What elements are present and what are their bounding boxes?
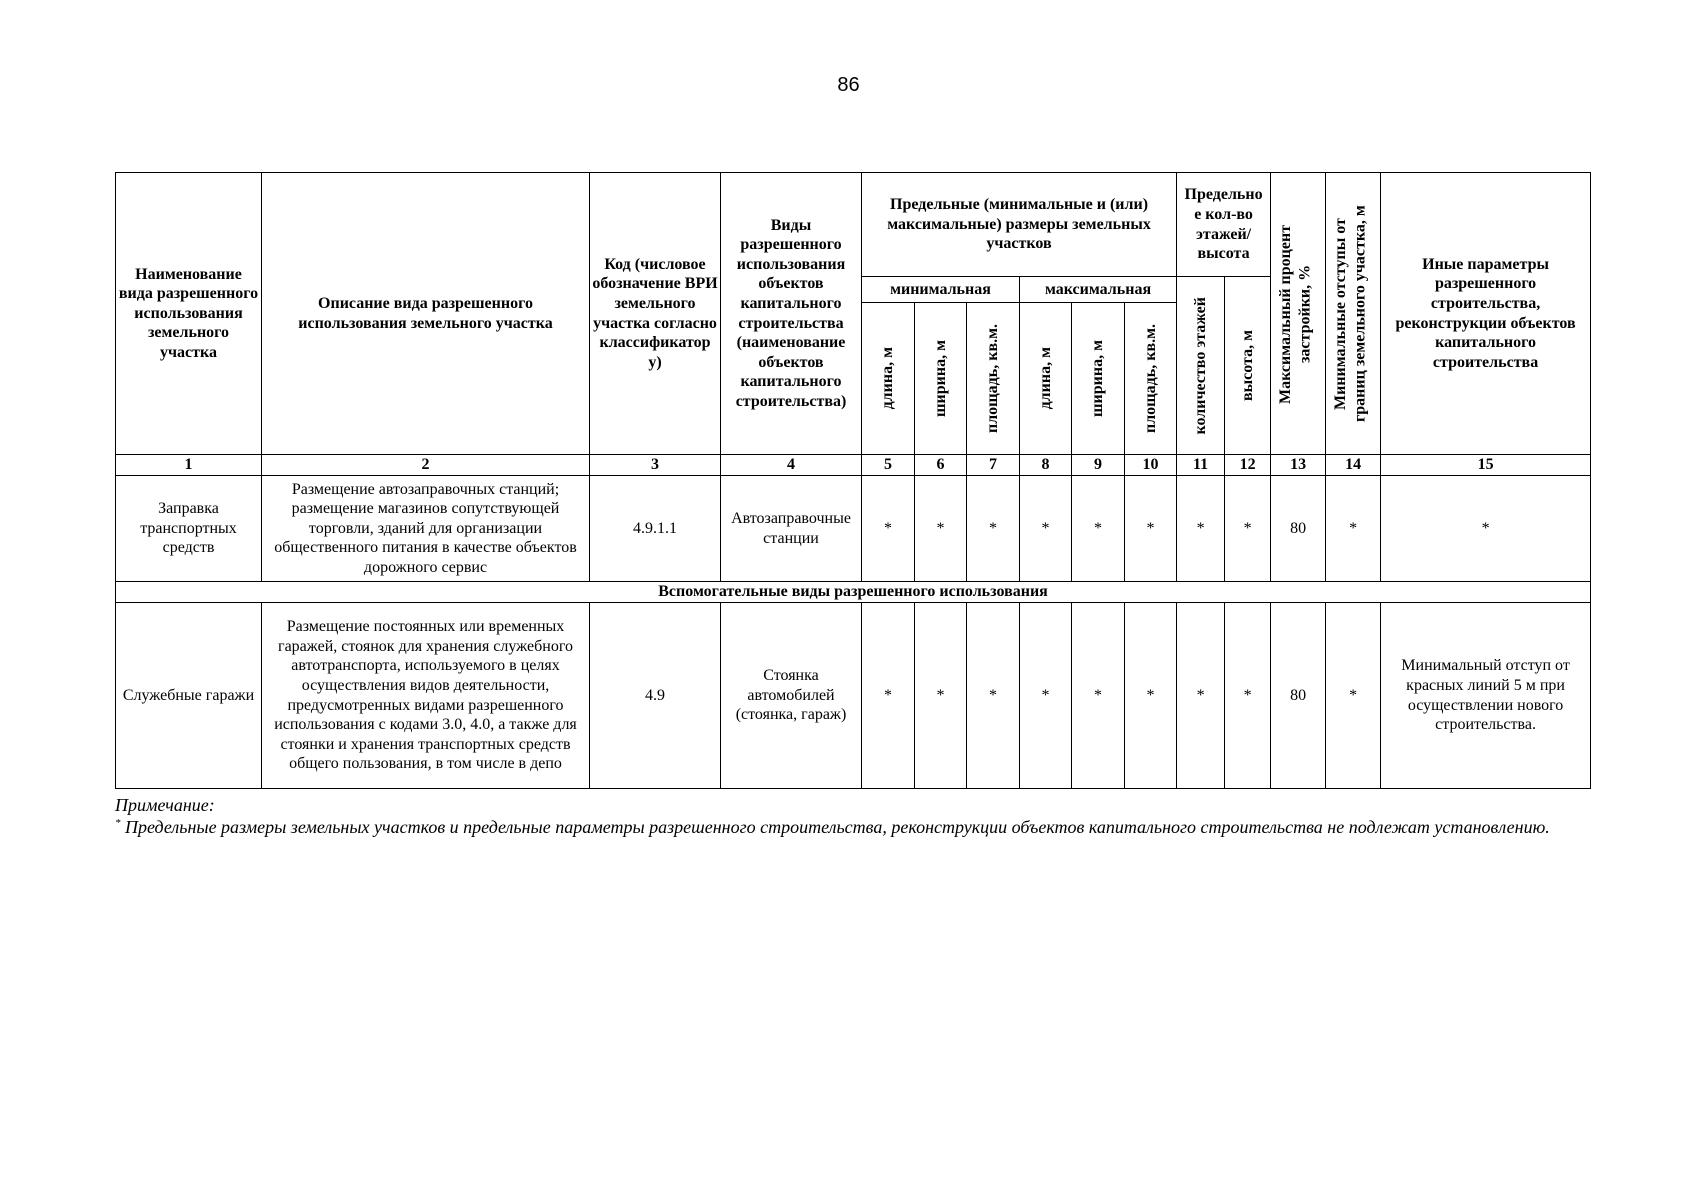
column-number: 12 [1225,455,1271,476]
cell-objects: Автозаправочные станции [721,476,862,582]
header-other-params: Иные параметры разрешенного строительства, реконструкции объектов капитального строительства [1381,173,1591,455]
cell-max-area: * [1125,603,1177,789]
table-row [116,476,1591,582]
cell-max-width: * [1072,603,1125,789]
cell-setback: * [1326,476,1381,582]
column-number: 5 [862,455,915,476]
cell-max-area: * [1125,476,1177,582]
cell-name: Служебные гаражи [116,603,262,789]
land-use-table [115,172,1591,789]
cell-max-length: * [1020,603,1072,789]
cell-min-area: * [967,603,1020,789]
notes-marker: * [115,816,121,829]
column-number: 6 [915,455,967,476]
table-row [116,603,1591,789]
header-max-width: ширина, м [1072,303,1125,455]
header-objects: Виды разрешенного использования объектов капитального строительства (наименование объектов капитального строительства) [721,173,862,455]
header-max-area: площадь, кв.м. [1125,303,1177,455]
notes-title: Примечание: [115,795,215,815]
header-min-width: ширина, м [915,303,967,455]
cell-min-width: * [915,603,967,789]
cell-min-length: * [862,476,915,582]
cell-floors: * [1177,476,1225,582]
column-number: 13 [1271,455,1326,476]
cell-min-length: * [862,603,915,789]
column-number: 2 [262,455,590,476]
cell-height: * [1225,476,1271,582]
column-number: 8 [1020,455,1072,476]
notes-body: Предельные размеры земельных участков и предельные параметры разрешенного строительства, реконструкции объектов капитального строительства не подлежат установлению. [120,816,1550,837]
column-number: 15 [1381,455,1591,476]
cell-build-percent: 80 [1271,476,1326,582]
column-numbers-row [116,455,1591,476]
header-build-percent: Максимальный процент застройки, % [1271,173,1326,455]
cell-min-width: * [915,476,967,582]
header-floor-count: количество этажей [1177,277,1225,455]
column-number: 3 [590,455,721,476]
cell-min-area: * [967,476,1020,582]
column-number: 1 [116,455,262,476]
header-min-length: длина, м [862,303,915,455]
column-number: 10 [1125,455,1177,476]
cell-other: Минимальный отступ от красных линий 5 м при осуществлении нового строительства. [1381,603,1591,789]
cell-description: Размещение автозаправочных станций; размещение магазинов сопутствующей торговли, зданий для организации общественного питания в качестве объектов дорожного сервис [262,476,590,582]
cell-code: 4.9.1.1 [590,476,721,582]
cell-max-length: * [1020,476,1072,582]
column-number: 11 [1177,455,1225,476]
column-number: 9 [1072,455,1125,476]
header-code: Код (числовое обозначение ВРИ земельного участка согласно классификатор у) [590,173,721,455]
column-number: 4 [721,455,862,476]
header-name: Наименование вида разрешенного использования земельного участка [116,173,262,455]
notes-text [115,817,1590,839]
cell-other: * [1381,476,1591,582]
header-maximal: максимальная [1020,277,1177,303]
header-plot-sizes: Предельные (минимальные и (или) максимальные) размеры земельных участков [862,173,1177,277]
cell-floors: * [1177,603,1225,789]
header-description: Описание вида разрешенного использования земельного участка [262,173,590,455]
cell-build-percent: 80 [1271,603,1326,789]
section-title: Вспомогательные виды разрешенного использования [116,582,1591,603]
section-row [116,582,1591,603]
cell-height: * [1225,603,1271,789]
column-number: 7 [967,455,1020,476]
cell-code: 4.9 [590,603,721,789]
header-floors-height: Предельно е кол-во этажей/ высота [1177,173,1271,277]
page-number: 86 [837,74,860,96]
cell-max-width: * [1072,476,1125,582]
header-height: высота, м [1225,277,1271,455]
cell-description: Размещение постоянных или временных гаражей, стоянок для хранения служебного автотранспорта, используемого в целях осуществления видов деятельности, предусмотренных видами разрешенного использования с кодами 3.0, 4.0, а также для стоянки и хранения транспортных средств общего пользования, в том числе в депо [262,603,590,789]
notes [115,795,1590,839]
cell-objects: Стоянка автомобилей (стоянка, гараж) [721,603,862,789]
header-max-length: длина, м [1020,303,1072,455]
header-minimal: минимальная [862,277,1020,303]
column-number: 14 [1326,455,1381,476]
cell-name: Заправка транспортных средств [116,476,262,582]
header-setback: Минимальные отступы от границ земельного участка, м [1326,173,1381,455]
header-min-area: площадь, кв.м. [967,303,1020,455]
cell-setback: * [1326,603,1381,789]
